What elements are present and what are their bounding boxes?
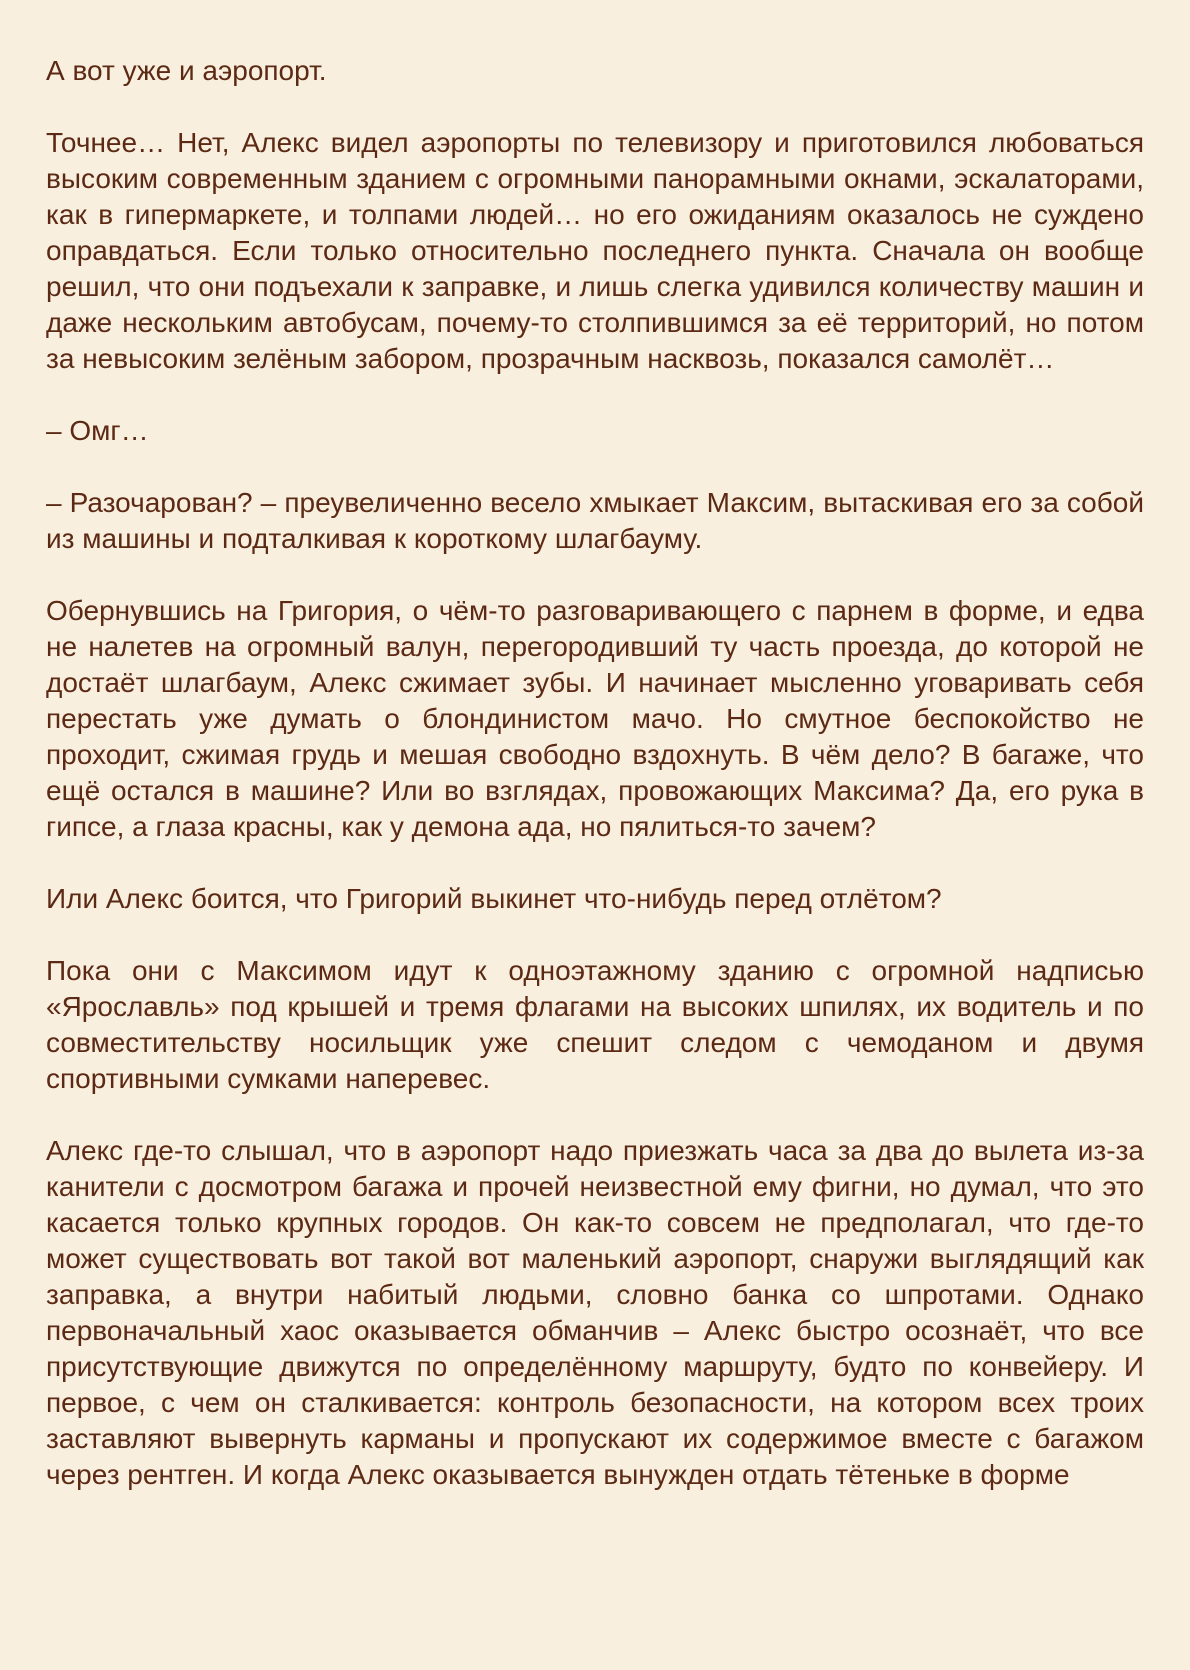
document-page <box>46 53 1144 1493</box>
paragraph: Точнее… Нет, Алекс видел аэропорты по телевизору и приготовился любоваться высоким современным зданием с огромными панорамными окнами, эскалаторами, как в гипермаркете, и толпами людей… но его ожиданиям оказалось не суждено оправдаться. Если только относительно последнего пункта. Сначала он вообще решил, что они подъехали к заправке, и лишь слегка удивился количеству машин и даже нескольким автобусам, почему-то столпившимся за её территорий, но потом за невысоким зелёным забором, прозрачным насквозь, показался самолёт… <box>46 127 1144 374</box>
paragraph: – Разочарован? – преувеличенно весело хмыкает Максим, вытаскивая его за собой из машины и подталкивая к короткому шлагбауму. <box>46 487 1144 554</box>
paragraph: Или Алекс боится, что Григорий выкинет что-нибудь перед отлётом? <box>46 883 942 914</box>
paragraph: А вот уже и аэропорт. <box>46 55 327 86</box>
paragraph: Алекс где-то слышал, что в аэропорт надо приезжать часа за два до вылета из-за канители с досмотром багажа и прочей неизвестной ему фигни, но думал, что это касается только крупных городов. Он как-то совсем не предполагал, что где-то может существовать вот такой вот маленький аэропорт, снаружи выглядящий как заправка, а внутри набитый людьми, словно банка со шпротами. Однако первоначальный хаос оказывается обманчив – Алекс быстро осознаёт, что все присутствующие движутся по определённому маршруту, будто по конвейеру. И первое, с чем он сталкивается: контроль безопасности, на котором всех троих заставляют вывернуть карманы и пропускают их содержимое вместе с багажом через рентген. И когда Алекс оказывается вынужден отдать тётеньке в форме <box>46 1135 1144 1490</box>
paragraph: – Омг… <box>46 415 149 446</box>
paragraph: Пока они с Максимом идут к одноэтажному зданию с огромной надписью «Ярославль» под крышей и тремя флагами на высоких шпилях, их водитель и по совместительству носильщик уже спешит следом с чемоданом и двумя спортивными сумками наперевес. <box>46 955 1144 1094</box>
paragraph: Обернувшись на Григория, о чём-то разговаривающего с парнем в форме, и едва не налетев на огромный валун, перегородивший ту часть проезда, до которой не достаёт шлагбаум, Алекс сжимает зубы. И начинает мысленно уговаривать себя перестать уже думать о блондинистом мачо. Но смутное беспокойство не проходит, сжимая грудь и мешая свободно вздохнуть. В чём дело? В багаже, что ещё остался в машине? Или во взглядах, провожающих Максима? Да, его рука в гипсе, а глаза красны, как у демона ада, но пялиться-то зачем? <box>46 595 1144 842</box>
